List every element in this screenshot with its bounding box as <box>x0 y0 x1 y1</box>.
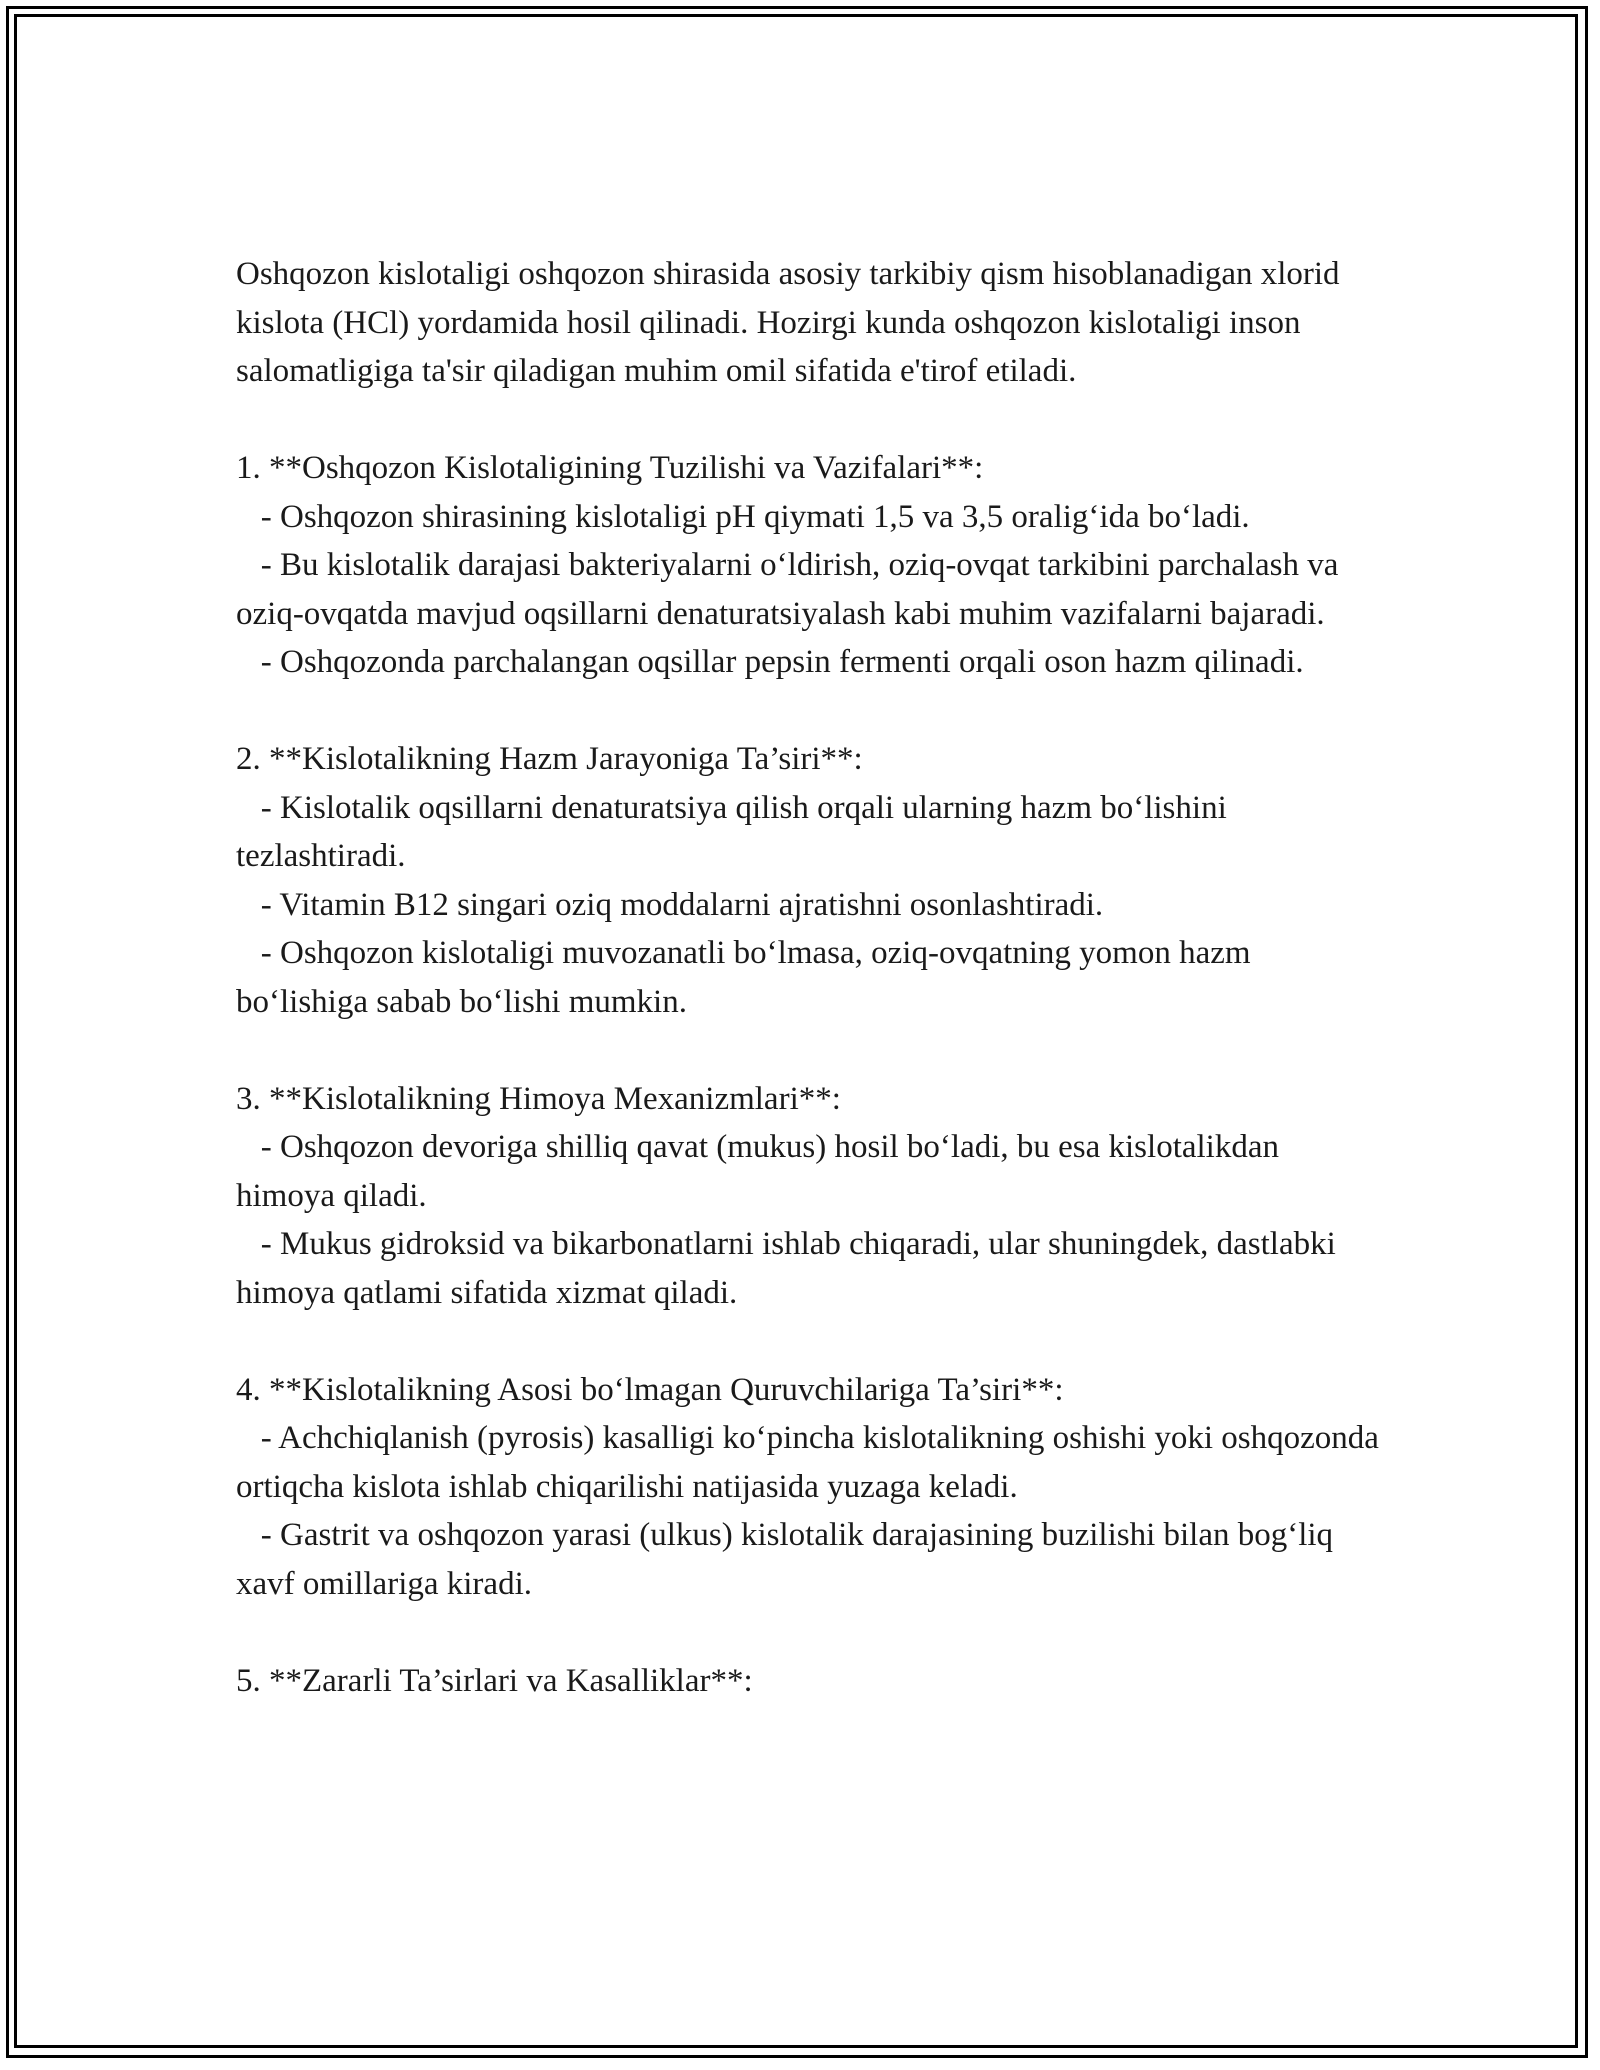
intro-paragraph: Oshqozon kislotaligi oshqozon shirasida asosiy tarkibiy qism hisoblanadigan xlorid kislota (HCl) yordamida hosil qilinadi. Hozirgi kunda oshqozon kislotaligi inson salomatligiga ta'sir qiladigan muhim omil sifatida e'tirof etiladi. <box>236 256 1348 389</box>
document-body <box>236 250 1386 1705</box>
paragraph-gap <box>236 1026 1386 1075</box>
section-heading: 2. **Kislotalikning Hazm Jarayoniga Ta’siri**: <box>236 741 863 777</box>
section-item: - Achchiqlanish (pyrosis) kasalligi ko‘pincha kislotalikning oshishi yoki oshqozonda ortiqcha kislota ishlab chiqarilishi natijasida yuzaga keladi. <box>236 1420 1388 1505</box>
section-heading: 3. **Kislotalikning Himoya Mexanizmlari**: <box>236 1080 841 1117</box>
paragraph-gap <box>236 687 1386 736</box>
section-heading: 5. **Zararli Ta’sirlari va Kasalliklar**: <box>236 1662 753 1699</box>
section-item: - Oshqozonda parchalangan oqsillar pepsin fermenti orqali oson hazm qilinadi. <box>236 644 1304 680</box>
section-item: - Kislotalik oqsillarni denaturatsiya qilish orqali ularning hazm bo‘lishini tezlashtiradi. <box>236 789 1235 874</box>
section-item: - Bu kislotalik darajasi bakteriyalarni o‘ldirish, oziq-ovqat tarkibini parchalash va oziq-ovqatda mavjud oqsillarni denaturatsiyalash kabi muhim vazifalarni bajaradi. <box>236 547 1347 632</box>
section-item: - Mukus gidroksid va bikarbonatlarni ishlab chiqaradi, ular shuningdek, dastlabki himoya qatlami sifatida xizmat qiladi. <box>236 1226 1345 1311</box>
section-item: - Oshqozon devoriga shilliq qavat (mukus) hosil bo‘ladi, bu esa kislotalikdan himoya qiladi. <box>236 1129 1288 1214</box>
section-item: - Oshqozon shirasining kislotaligi pH qiymati 1,5 va 3,5 oralig‘ida bo‘ladi. <box>236 498 1250 535</box>
section-item: - Vitamin B12 singari oziq moddalarni ajratishni osonlashtiradi. <box>236 886 1104 923</box>
section-item: - Oshqozon kislotaligi muvozanatli bo‘lmasa, oziq-ovqatning yomon hazm bo‘lishiga sabab bo‘lishi mumkin. <box>236 935 1259 1020</box>
paragraph-gap <box>236 1608 1386 1657</box>
paragraph-gap <box>236 1317 1386 1366</box>
paragraph-gap <box>236 396 1386 445</box>
section-heading: 4. **Kislotalikning Asosi bo‘lmagan Quruvchilariga Ta’siri**: <box>236 1371 1064 1408</box>
section-item: - Gastrit va oshqozon yarasi (ulkus) kislotalik darajasining buzilishi bilan bog‘liq xavf omillariga kiradi. <box>236 1517 1342 1602</box>
section-heading: 1. **Oshqozon Kislotaligining Tuzilishi va Vazifalari**: <box>236 450 984 486</box>
